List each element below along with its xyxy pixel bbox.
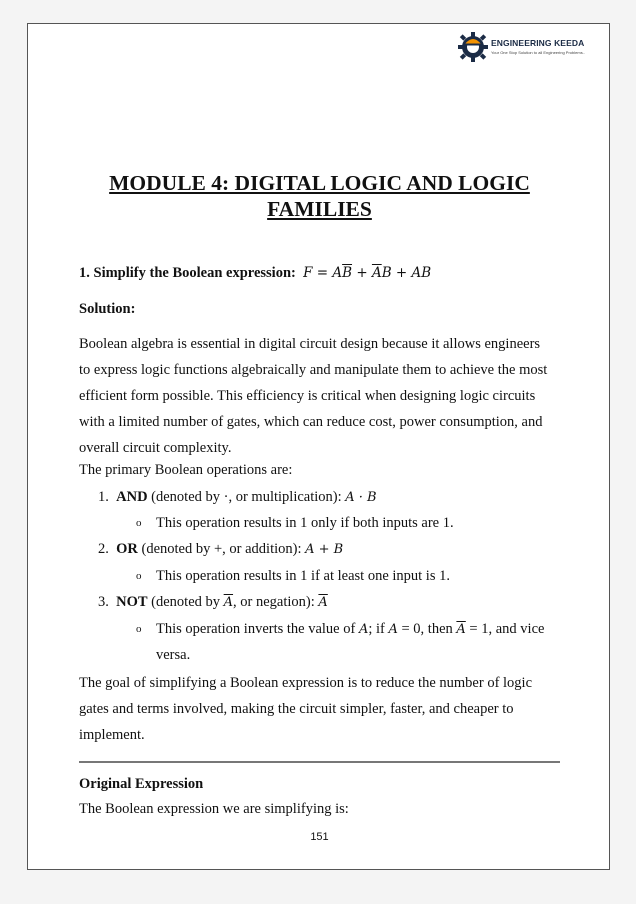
operation-math: A + B [305,542,344,557]
brand-name: ENGINEERING KEEDA [491,38,585,48]
operation-desc: (denoted by ·, or multiplication): [147,489,346,505]
operation-desc: (denoted by +, or addition): [137,541,306,557]
intro-line: with a limited number of gates, which can reduce cost, power consumption, and [79,414,543,430]
operation-desc-post: , or negation): [233,594,319,610]
goal-line: The goal of simplifying a Boolean expression is to reduce the number of logic [79,675,533,691]
question-expression: $F = A\overline{B} + \overline{A}B$ + AB [303,265,432,281]
brand-tagline: Your One Stop Solution to all Engineering Problems.. [491,50,585,55]
module-title-line-2: FAMILIES [267,197,372,221]
list-number: 2. [98,541,109,557]
operation-or [98,541,343,558]
document-page [27,23,610,870]
question-heading [79,265,431,282]
goal-line: gates and terms involved, making the circuit simpler, faster, and cheaper to [79,701,514,717]
page-number: 151 [310,831,329,843]
bullet-circle-icon: o [136,570,142,582]
operation-math: A · B [345,490,377,505]
intro-line: to express logic functions algebraically and manipulate them to achieve the most [79,362,548,378]
bullet-circle-icon: o [136,623,142,635]
original-expression-heading: Original Expression [79,776,204,792]
operation-not-bullet-cont: versa. [156,647,191,663]
operation-name: NOT [116,594,148,610]
goal-line: implement. [79,727,145,743]
operation-and [98,489,377,506]
operation-name: AND [116,489,148,505]
list-number: 3. [98,594,109,610]
list-number: 1. [98,489,109,505]
operation-and-bullet: This operation results in 1 only if both inputs are 1. [156,515,454,531]
operation-desc-pre: (denoted by [147,594,224,610]
module-title-line-1: MODULE 4: DIGITAL LOGIC AND LOGIC [109,171,530,195]
module-title [28,170,611,222]
solution-label: Solution: [79,301,136,317]
bullet-circle-icon: o [136,517,142,529]
operation-or-bullet: This operation results in 1 if at least one input is 1. [156,568,450,584]
engineering-keeda-logo [456,29,616,63]
gear-logo-icon [456,29,490,63]
intro-line: efficient form possible. This efficiency is critical when designing logic circuits [79,388,536,404]
question-label: 1. Simplify the Boolean expression: [79,265,296,281]
goal-paragraph [79,670,560,748]
operation-name: OR [116,541,138,557]
operation-not-bullet: This operation inverts the value of A; if A = 0, then $\overline{A} = 1$, and vice [156,621,545,637]
operation-not [98,594,328,611]
original-expression-text: The Boolean expression we are simplifying is: [79,801,349,817]
intro-line: Boolean algebra is essential in digital circuit design because it allows engineers [79,336,541,352]
intro-line: overall circuit complexity. [79,440,232,456]
primary-ops-intro: The primary Boolean operations are: [79,462,293,478]
not-a-symbol: $\overline{A}$ [223,595,234,610]
intro-paragraph [79,331,560,461]
section-divider [79,761,560,763]
operation-math: $\overline{A}$ [318,595,328,610]
